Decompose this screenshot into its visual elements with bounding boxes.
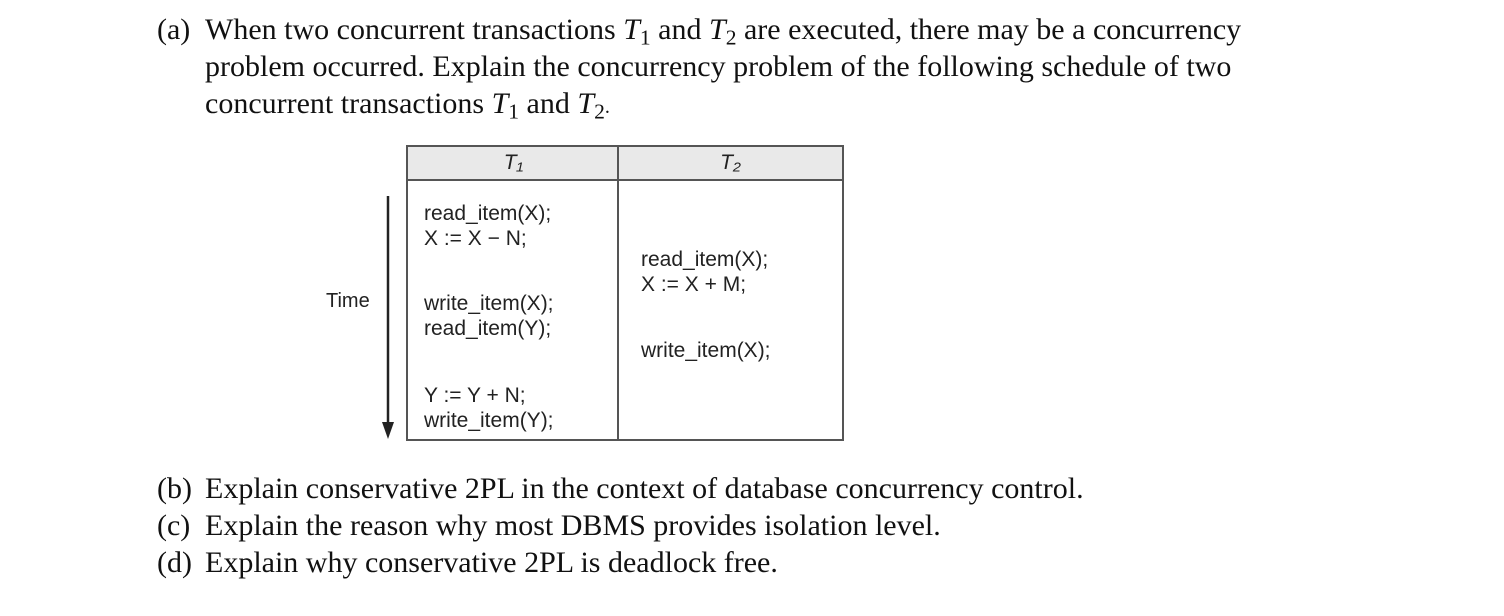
question-label: (b)	[157, 472, 192, 505]
column-header-t2: T₂	[619, 147, 842, 181]
t1-symbol: $T_1$	[623, 13, 651, 50]
schedule-table	[406, 145, 844, 441]
operation: write_item(X);	[641, 339, 771, 362]
t1-operations-1	[424, 201, 551, 251]
question-text: Explain why conservative 2PL is deadlock free.	[205, 546, 778, 579]
t1-symbol: $T_1$	[491, 87, 520, 124]
question-d	[157, 544, 1257, 581]
question-a-label: (a)	[157, 13, 191, 46]
question-a-text-post: are executed, there may be a concurrency	[736, 13, 1242, 46]
t1-operations-2	[424, 291, 554, 341]
operation: write_item(Y);	[424, 409, 554, 432]
question-a-line2: problem occurred. Explain the concurrency problem of the following schedule of two	[205, 50, 1232, 83]
question-a-line3: concurrent transactions $T_1$ and $T_2$.	[205, 87, 610, 124]
time-label: Time	[326, 290, 370, 312]
operation: read_item(X);	[641, 248, 769, 271]
question-a-text-pre: When two concurrent transactions	[205, 13, 624, 46]
t2-symbol: $T_2$	[709, 13, 737, 50]
question-label: (d)	[157, 546, 192, 579]
question-c	[157, 507, 1257, 544]
time-arrow-icon	[381, 196, 395, 440]
t2-symbol: $T_2$	[577, 87, 605, 124]
t2-operations-1	[641, 247, 768, 297]
t2-operations-2	[641, 338, 771, 363]
column-divider	[617, 147, 619, 439]
operation: Y := Y + N;	[424, 384, 526, 407]
operation: X := X + M;	[641, 273, 747, 296]
t1-operations-3	[424, 383, 554, 433]
operation: read_item(Y);	[424, 317, 552, 340]
question-a	[157, 11, 1407, 126]
other-questions	[157, 470, 1257, 581]
operation: write_item(X);	[424, 292, 554, 315]
question-text: Explain the reason why most DBMS provides isolation level.	[205, 509, 941, 542]
question-b	[157, 470, 1257, 507]
question-a-line1: (a) When two concurrent transactions $T_1$ and $T_2$ are executed, there may be a concurrency	[157, 13, 1242, 50]
question-label: (c)	[157, 509, 191, 542]
operation: X := X − N;	[424, 227, 527, 250]
question-text: Explain conservative 2PL in the context of database concurrency control.	[205, 472, 1084, 505]
column-header-t1: T₁	[408, 147, 619, 181]
operation: read_item(X);	[424, 202, 552, 225]
